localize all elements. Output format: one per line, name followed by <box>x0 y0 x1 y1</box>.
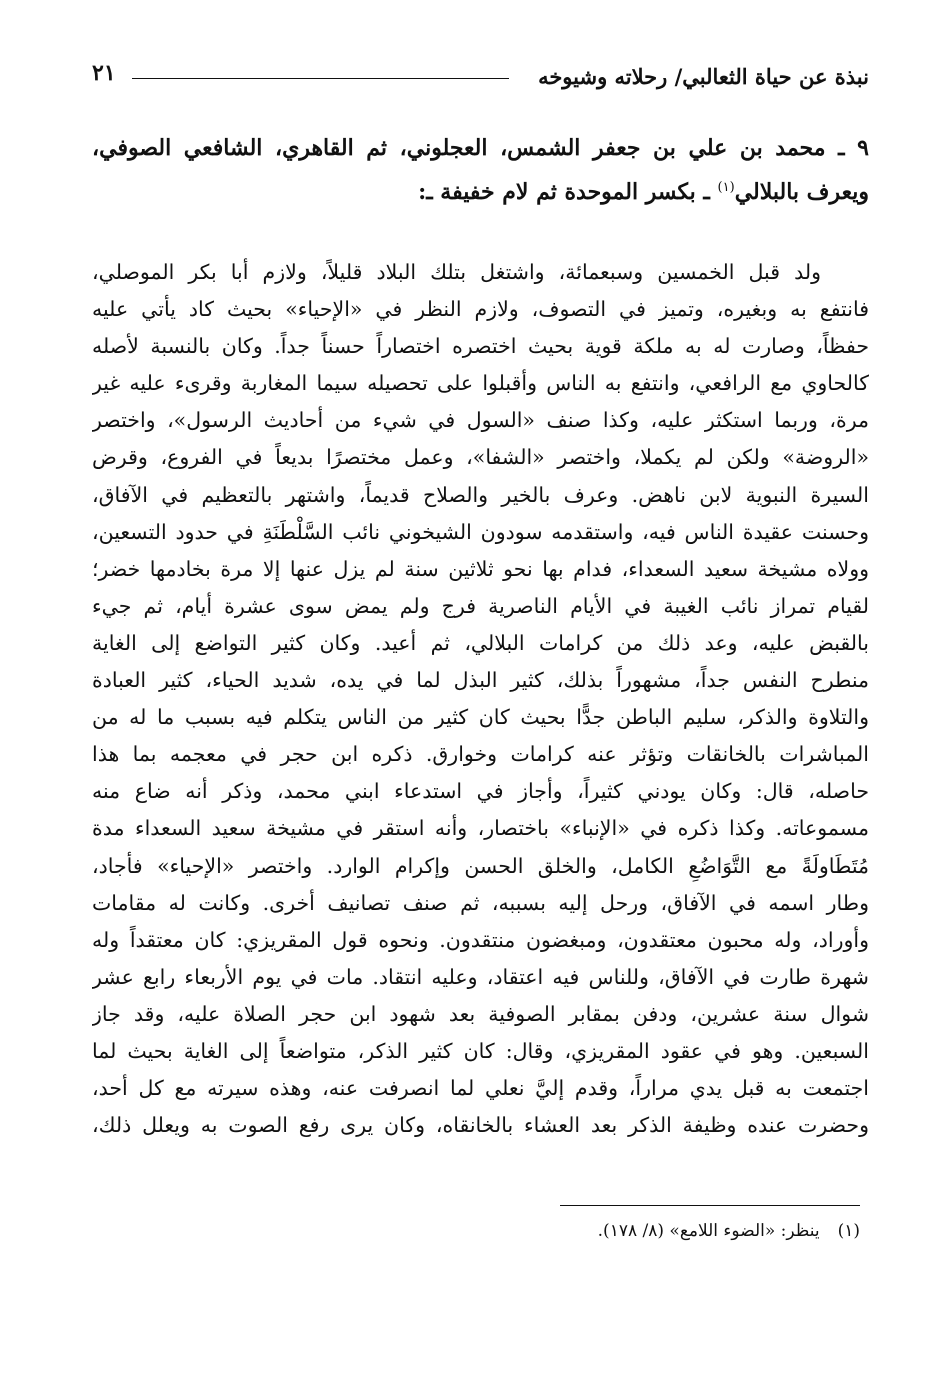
body-line: وأوراد، وله محبون معتقدون، ومبغضون منتقدون. ونحوه قول المقريزي: كان معتقداً وله <box>92 927 869 952</box>
footnote-text: ينظر: «الضوء اللامع» (٨/ ١٧٨). <box>597 1221 820 1241</box>
footnote-rule <box>560 1205 860 1206</box>
body-text <box>92 254 869 1144</box>
footnote-reference[interactable]: (١) <box>717 180 735 195</box>
body-line: والتلاوة والذكر، سليم الباطن جدًّا بحيث كان كثير من الناس يتكلم فيه بسبب ما له من <box>92 705 869 730</box>
header-rule <box>132 78 509 79</box>
body-line: مُتَطَاولَةً مع التَّوَاضُعِ الكامل، والخلق الحسن وإكرام الوارد. واختصر «الإحياء» فأجاد، <box>92 853 869 878</box>
body-line: شوال سنة عشرين، ودفن بمقابر الصوفية بعد شهود ابن حجر الصلاة عليه، وقد جاز <box>92 1001 869 1026</box>
entry-heading-line-2 <box>92 170 869 214</box>
body-line: السيرة النبوية لابن ناهض. وعرف بالخير والصلاح قديماً، واشتهر بالتعظيم في الآفاق، <box>92 482 869 507</box>
footnote-marker: (١) <box>837 1221 860 1241</box>
entry-heading <box>92 126 869 214</box>
body-line: منطرح النفس جداً، مشهوراً بذلك، كثير البذل لما في يده، شديد الحياء، كثير العبادة <box>92 668 869 693</box>
entry-heading-line-1: ٩ ـ محمد بن علي بن جعفر الشمس، العجلوني، ثم القاهري، الشافعي الصوفي، <box>92 135 869 161</box>
body-line: وحسنت عقيدة الناس فيه، واستقدمه سودون الشيخوني نائب السَّلْطَنَةِ في حدود التسعين، <box>92 519 869 544</box>
body-line: فانتفع به وبغيره، وتميز في التصوف، ولازم النظر في «الإحياء» بحيث كاد يأتي عليه <box>92 297 869 322</box>
body-line: «الروضة» ولكن لم يكملا، واختصر «الشفا»، وعمل مختصرًا بديعاً في الفروع، وقرض <box>92 445 869 470</box>
body-line: مرة، وربما استكثر عليه، وكذا صنف «السول في شيء من أحاديث الرسول»، واختصر <box>92 408 869 433</box>
body-line: لقيام تمراز نائب الغيبة في الأيام الناصرية فرج ولم يمض سوى عشرة أيام، ثم جيء <box>92 593 869 618</box>
body-line: وحضرت عنده وظيفة الذكر بعد العشاء بالخانقاه، وكان يرى رفع الصوت به ويعلل ذلك، <box>92 1113 869 1138</box>
body-line: اجتمعت به قبل يدي مراراً، وقدم إليَّ نعلي لما انصرفت عنه، وهذه سيرته مع كل أحد، <box>92 1076 869 1101</box>
body-line: حاصله، قال: وكان يودني كثيراً، وأجاز في استدعاء ابني محمد، وذكر أنه ضاع منه <box>92 779 869 804</box>
entry-heading-name: ويعرف بالبلالي <box>734 179 869 205</box>
entry-heading-note: ـ بكسر الموحدة ثم لام خفيفة ـ: <box>418 179 718 205</box>
page-header <box>92 58 869 98</box>
footnote <box>598 1221 860 1241</box>
body-line: شهرة طارت في الآفاق، وللناس فيه اعتقاد، وعليه انتقاد. مات في يوم الأربعاء رابع عشر <box>92 964 869 989</box>
body-line: حفظاً، وصارت له به ملكة قوية بحيث اختصره اختصاراً حسناً جداً. وكان بالنسبة لأصله <box>92 334 869 359</box>
running-title: نبذة عن حياة الثعالبي/ رحلاته وشيوخه <box>538 64 869 89</box>
body-line: كالحاوي مع الرافعي، وانتفع به الناس وأقبلوا على تحصيله سيما المغاربة وقرىء عليه غير <box>92 371 869 396</box>
body-line: وطار اسمه في الآفاق، ورحل إليه بسببه، ثم صنف تصانيف أخرى. وكانت له مقامات <box>92 890 869 915</box>
body-line: وولاه مشيخة سعيد السعداء، فدام بها نحو ثلاثين سنة لم يزل عنها إلا مرة بخادمها خضر؛ <box>92 556 869 581</box>
body-line: مسموعاته. وكذا ذكره في «الإنباء» باختصار، وأنه استقر في مشيخة سعيد السعداء مدة <box>92 816 869 841</box>
body-line: المباشرات بالخانقات وتؤثر عنه كرامات وخوارق. ذكره ابن حجر في معجمه بما هذا <box>92 742 869 767</box>
body-line: بالقبض عليه، وعد ذلك من كرامات البلالي، ثم أعيد. وكان كثير التواضع إلى الغاية <box>92 630 869 655</box>
body-line: ولد قبل الخمسين وسبعمائة، واشتغل بتلك البلاد قليلاً، ولازم أبا بكر الموصلي، <box>92 260 821 284</box>
body-line: السبعين. وهو في عقود المقريزي، وقال: كان كثير الذكر، متواضعاً إلى الغاية بحيث لما <box>92 1038 869 1063</box>
page-number: ٢١ <box>92 60 116 86</box>
